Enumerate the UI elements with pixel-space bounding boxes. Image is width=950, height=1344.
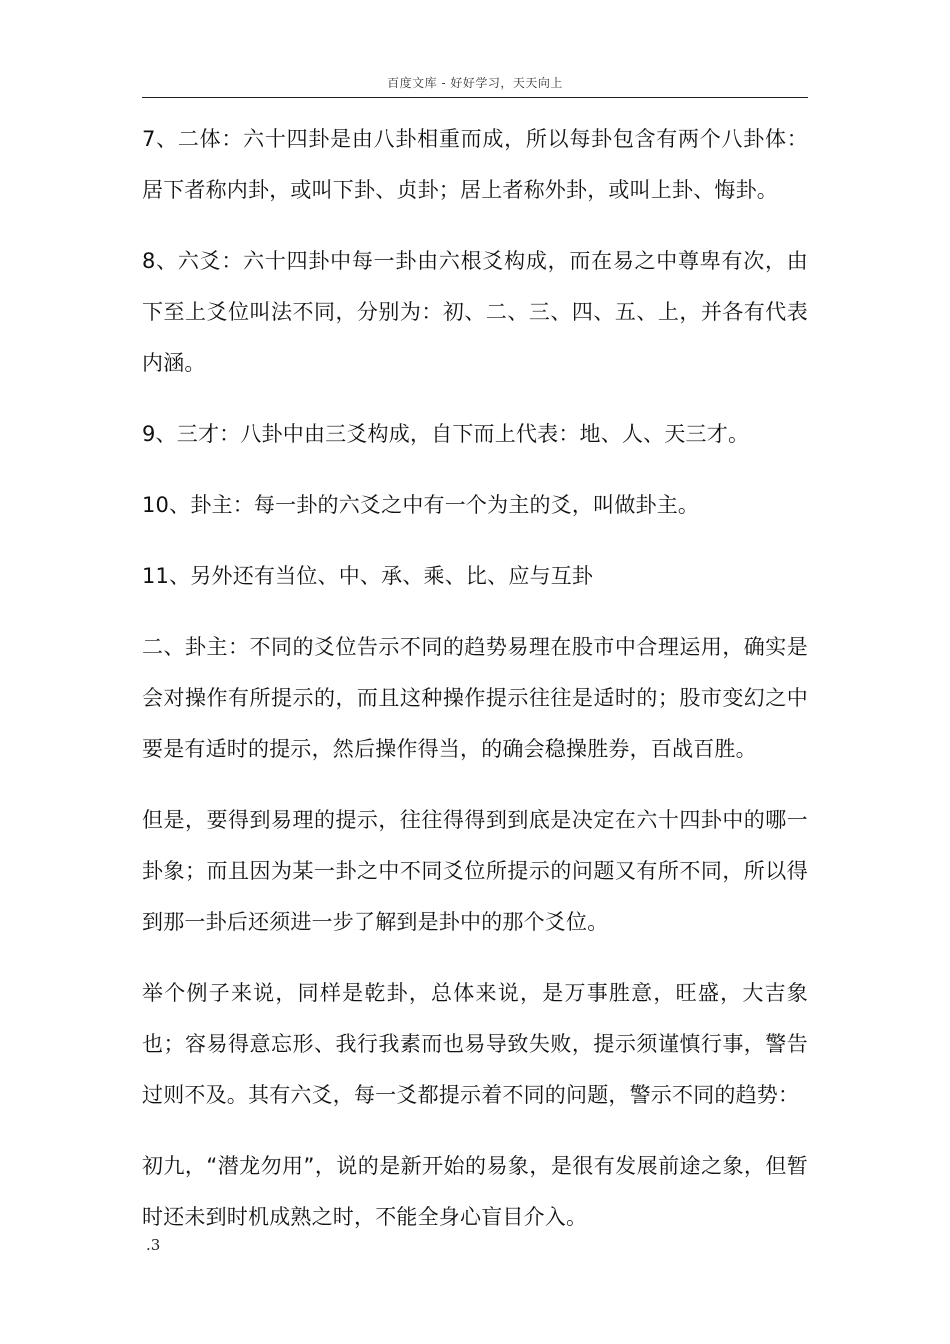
- page-header: 百度文库 - 好好学习，天天向上: [387, 76, 563, 90]
- paragraph-item-8: 8、六爻：六十四卦中每一卦由六根爻构成，而在易之中尊卑有次，由下至上爻位叫法不同，分别为：初、二、三、四、五、上，并各有代表内涵。: [142, 249, 808, 375]
- paragraph-section-2: 二、卦主：不同的爻位告示不同的趋势易理在股市中合理运用，确实是会对操作有所提示的，而且这种操作提示往往是适时的；股市变幻之中要是有适时的提示，然后操作得当，的确会稳操胜券，百战百胜。: [142, 635, 808, 761]
- paragraph-item-10: 10、卦主：每一卦的六爻之中有一个为主的爻，叫做卦主。: [142, 493, 700, 517]
- document-body: [142, 114, 808, 1263]
- paragraph-item-11: 11、另外还有当位、中、承、乘、比、应与互卦: [142, 564, 594, 588]
- paragraph-item-7: 7、二体：六十四卦是由八卦相重而成，所以每卦包含有两个八卦体：居下者称内卦，或叫下卦、贞卦；居上者称外卦，或叫上卦、悔卦。: [142, 127, 808, 202]
- paragraph-item-9: 9、三才：八卦中由三爻构成，自下而上代表：地、人、天三才。: [142, 422, 750, 446]
- paragraph-example: 举个例子来说，同样是乾卦，总体来说，是万事胜意，旺盛，大吉象也；容易得意忘形、我行我素而也易导致失败，提示须谨慎行事，警告过则不及。其有六爻，每一爻都提示着不同的问题，警示不同的趋势：: [142, 981, 808, 1107]
- paragraph-however: 但是，要得到易理的提示，往往得得到到底是决定在六十四卦中的哪一卦象；而且因为某一卦之中不同爻位所提示的问题又有所不同，所以得到那一卦后还须进一步了解到是卦中的那个爻位。: [142, 808, 808, 934]
- paragraph-chujiu: 初九，“潜龙勿用”，说的是新开始的易象，是很有发展前途之象，但暂时还未到时机成熟之时，不能全身心盲目介入。: [142, 1154, 808, 1229]
- page-number: .3: [146, 1236, 161, 1254]
- header-divider: [142, 97, 808, 98]
